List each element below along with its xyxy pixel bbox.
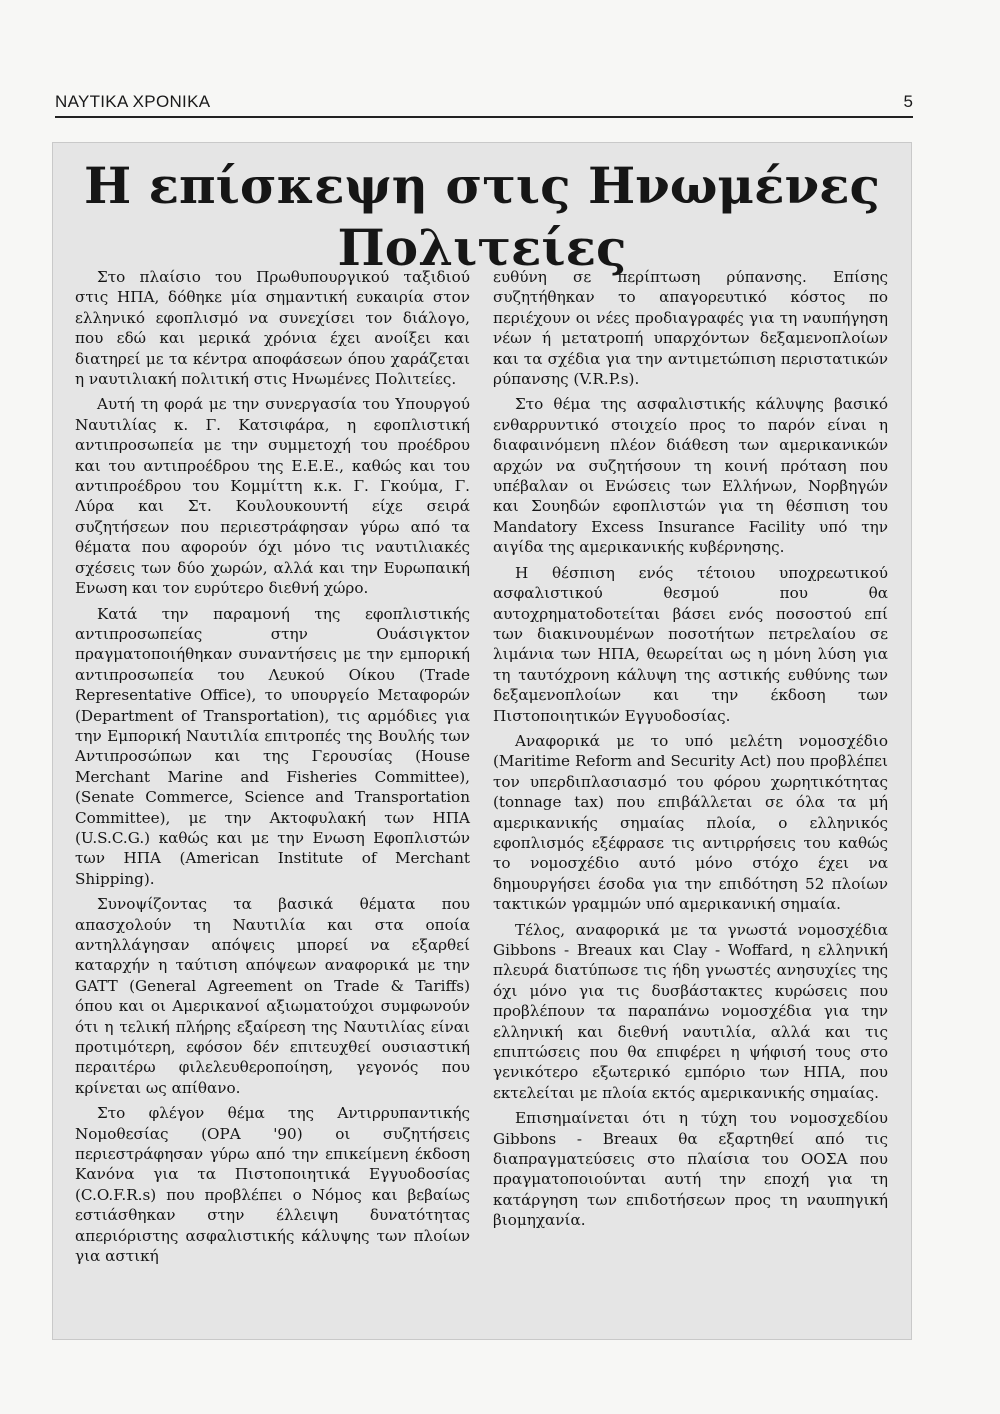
left-column: [75, 267, 470, 1272]
article-title-line-1: Η επίσκεψη στις Ηνωμένες: [83, 156, 881, 215]
paragraph: Επισημαίνεται ότι η τύχη του νομοσχεδίου Gibbons - Breaux θα εξαρτηθεί από τις διαπραγματεύσεις στο πλαίσια του ΟΟΣΑ που πραγματοποιούνται αυτή την εποχή για τη κατάργηση των επιδοτήσεων προς τη ναυπηγική βιομηχανία.: [493, 1109, 888, 1230]
header-divider: [55, 116, 913, 118]
paragraph: Στο φλέγον θέμα της Αντιρρυπαντικής Νομοθεσίας (ΟΡΑ '90) οι συζητήσεις περιεστράφησαν γύρω από την επικείμενη έκδοση Κανόνα για τα Πιστοποιητικά Εγγυοδοσίας (C.O.F.R.s) που προβλέπει ο Νόμος και βεβαίως εστιάσθηκαν στην έλλειψη δυνατότητας απεριόριστης ασφαλιστικής κάλυψης των πλοίων για αστική: [75, 1104, 470, 1266]
article-box: [52, 142, 912, 1340]
article-title-line-2: Πολιτείες: [337, 218, 627, 277]
page-header: [55, 92, 913, 118]
paragraph-continuation: ευθύνη σε περίπτωση ρύπανσης. Επίσης συζητήθηκαν το απαγορευτικό κόστος πο περιέχουν οι νέες προδιαγραφές για τη ναυπήγηση νέων ή μετατροπή υπαρχόντων δεξαμενοπλοίων και τα σχέδια για την αντιμετώπιση περιστατικών ρύπανσης (V.R.P.s).: [493, 268, 888, 389]
paragraph: Αυτή τη φορά με την συνεργασία του Υπουργού Ναυτιλίας κ. Γ. Κατσιφάρα, η εφοπλιστική αντιπροσωπεία με την συμμετοχή του προέδρου και του αντιπροέδρου της Ε.Ε.Ε., καθώς και του αντιπροέδρου του Κομμίττη κ.κ. Γ. Γκούμα, Γ. Λύρα και Στ. Κουλουκουντή είχε σειρά συζητήσεων που περιεστράφησαν γύρω από τα θέματα που αφορούν όχι μόνο τις ναυτιλιακές σχέσεις των δύο χωρών, αλλά και την Ευρωπαική Ενωση και τον ευρύτερο διεθνή χώρο.: [75, 395, 470, 598]
running-title: ΝΑΥΤΙΚΑ ΧΡΟΝΙΚΑ: [55, 92, 211, 111]
paragraph: Τέλος, αναφορικά με τα γνωστά νομοσχέδια Gibbons - Breaux και Clay - Woffard, η ελληνική πλευρά διατύπωσε τις ήδη γνωστές ανησυχίες της όχι μόνο για τις δυσβάστακτες κυρώσεις που προβλέπουν τα παραπάνω νομοσχέδια για την ελληνική και διεθνή ναυτιλία, αλλά και τις επιπτώσεις που θα επιφέρει η ψήφισή τους στο γενικότερο εξωτερικό εμπόριο των ΗΠΑ, που εκτελείται με πλοία εκτός αμερικανικής σημαίας.: [493, 920, 888, 1102]
paragraph: Συνοψίζοντας τα βασικά θέματα που απασχολούν τη Ναυτιλία και στα οποία αντηλλάγησαν απόψεις μπορεί να εξαρθεί καταρχήν η ταύτιση απόψεων αναφορικά με την GATT (General Agreement on Trade & Tariffs) όπου και οι Αμερικανοί αξιωματούχοι συμφωνούν ότι η τελική πλήρης εξαίρεση της Ναυτιλίας είναι προτιμότερη, εφόσον δέν επιτευχθεί ουσιαστική περαιτέρω φιλελευθεροποίηση, γεγονός που κρίνεται ως απίθανο.: [75, 895, 470, 1097]
paragraph: Κατά την παραμονή της εφοπλιστικής αντιπροσωπείας στην Ουάσιγκτον πραγματοποιήθηκαν συναντήσεις με την εμπορική αντιπροσωπεία του Λευκού Οίκου (Trade Representative Office), το υπουργείο Μεταφορών (Department of Transportation), τις αρμόδιες για την Εμπορική Ναυτιλία επιτροπές της Βουλής των Αντιπροσώπων και της Γερουσίας (House Merchant Marine and Fisheries Committee), (Senate Commerce, Science and Transportation Committee), με την Ακτοφυλακή των ΗΠΑ (U.S.C.G.) καθώς και με την Ενωση Εφοπλιστών των ΗΠΑ (American Institute of Merchant Shipping).: [75, 604, 470, 888]
article-title: [53, 155, 911, 279]
right-column: [493, 267, 888, 1236]
paragraph: Στο θέμα της ασφαλιστικής κάλυψης βασικό ενθαρρυντικό στοιχείο προς το παρόν είναι η διαφαινόμενη πλέον διάθεση των αμερικανικών αρχών να συζητήσουν τη κοινή πρόταση που υπέβαλαν οι Ενώσεις των Ελλήνων, Νορβηγών και Σουηδών εφοπλιστών για τη θέσπιση του Mandatory Excess Insurance Facility υπό την αιγίδα της αμερικανικής κυβέρνησης.: [493, 395, 888, 557]
paragraph: Στο πλαίσιο του Πρωθυπουργικού ταξιδιού στις ΗΠΑ, δόθηκε μία σημαντική ευκαιρία στον ελληνικό εφοπλισμό να συνεχίσει τον διάλογο, που εδώ και μερικά χρόνια έχει ανοίξει και διατηρεί με τα κέντρα αποφάσεων όπου χαράζεται η ναυτιλιακή πολιτική στις Ηνωμένες Πολιτείες.: [75, 268, 470, 389]
page-number: 5: [903, 92, 913, 111]
paragraph: Αναφορικά με το υπό μελέτη νομοσχέδιο (Maritime Reform and Security Act) που προβλέπει τον υπερδιπλασιασμό του φόρου χωρητικότητας (tonnage tax) που επιβάλλεται σε όλα τα μή αμερικανικής σημαίας πλοία, ο ελληνικός εφοπλισμός εξέφρασε τις αντιρρήσεις του καθώς το νομοσχέδιο αυτό μόνο στόχο έχει να δημουργήσει έσοδα για την επιδότηση 52 πλοίων τακτικών γραμμών υπό αμερικανική σημαία.: [493, 731, 888, 914]
paragraph: Η θέσπιση ενός τέτοιου υποχρεωτικού ασφαλιστικού θεσμού που θα αυτοχρηματοδοτείται βάσει ενός ποσοστού επί των διακινουμένων ποσοτήτων πετρελαίου σε λιμάνια των ΗΠΑ, θεωρείται ως η μόνη λύση για τη ταυτόχρονη κάλυψη της αστικής ευθύνης των δεξαμενοπλοίων και την έκδοση των Πιστοποιητικών Εγγυοδοσίας.: [493, 563, 888, 725]
